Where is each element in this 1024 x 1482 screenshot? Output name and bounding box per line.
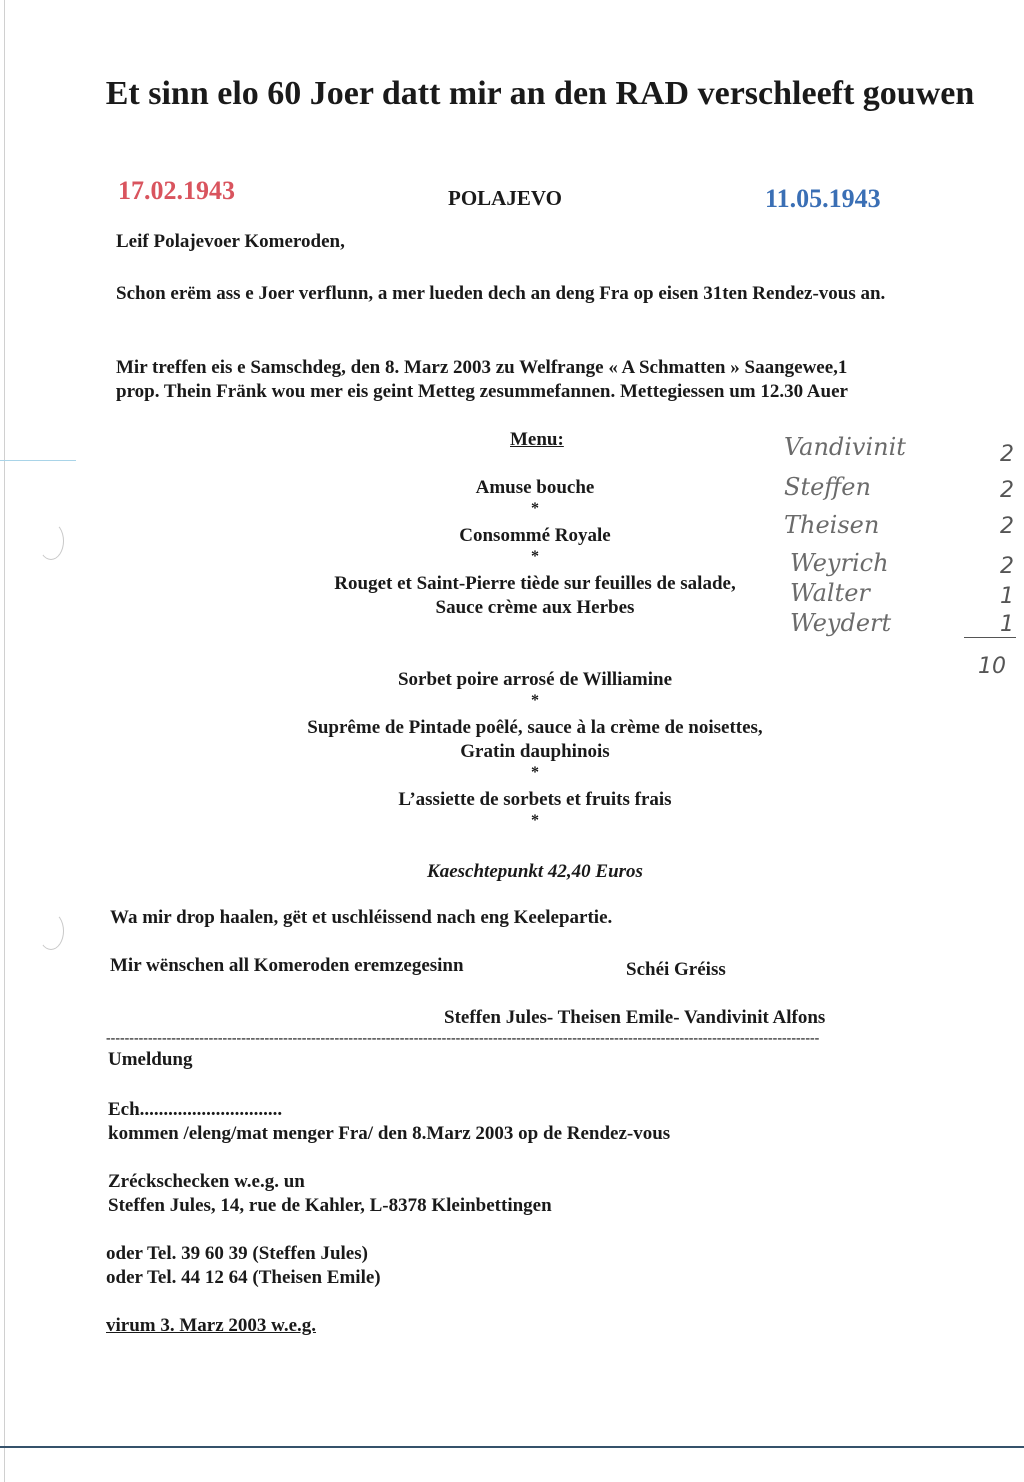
- attendance-line: kommen /eleng/mat menger Fra/ den 8.Marz 2003 op de Rendez-vous: [108, 1123, 671, 1144]
- return-heading: Zréckschecken w.e.g. un: [108, 1171, 305, 1192]
- bottom-border: [0, 1446, 1024, 1448]
- meeting-line-1: Mir treffen eis e Samschdeg, den 8. Marz 2003 zu Welfrange « A Schmatten » Saangewee,1: [116, 357, 848, 378]
- handwritten-name: Weyrich: [790, 549, 889, 577]
- menu-item: Rouget et Saint-Pierre tiède sur feuilles de salade,: [334, 573, 736, 594]
- menu-separator: *: [531, 692, 539, 709]
- wishes-text: Mir wënschen all Komeroden eremzegesinn: [110, 955, 464, 976]
- salutation: Leif Polajevoer Komeroden,: [116, 231, 345, 252]
- handwritten-count: 2: [1000, 478, 1014, 503]
- after-text: Wa mir drop haalen, gët et uschléissend nach eng Keelepartie.: [110, 907, 613, 928]
- start-date: 17.02.1943: [118, 176, 235, 205]
- handwritten-name: Weydert: [790, 609, 892, 637]
- handwritten-name: Vandivinit: [784, 433, 906, 461]
- handwritten-count: 1: [1000, 584, 1014, 609]
- menu-separator: *: [531, 764, 539, 781]
- handwritten-name: Steffen: [784, 473, 871, 501]
- signatures: Steffen Jules- Theisen Emile- Vandivinit Alfons: [444, 1007, 826, 1028]
- menu-item: L’assiette de sorbets et fruits frais: [398, 789, 672, 810]
- meeting-line-2: prop. Thein Fränk wou mer eis geint Metteg zesummefannen. Mettegiessen um 12.30 Auer: [116, 381, 848, 402]
- handwritten-count: 2: [1000, 514, 1014, 539]
- menu-item: Sauce crème aux Herbes: [435, 597, 635, 618]
- name-field: Ech..............................: [108, 1099, 283, 1120]
- page-edge: [4, 0, 5, 1482]
- intro-paragraph: Schon erëm ass e Joer verflunn, a mer lueden dech an deng Fra op eisen 31ten Rendez-vous an.: [116, 283, 886, 304]
- handwritten-count: 2: [1000, 554, 1014, 579]
- menu-separator: *: [531, 548, 539, 565]
- cut-line: ---------------------------------------------------------------------------------------------------------------------------------------------------------: [106, 1032, 820, 1046]
- sum-line: [964, 637, 1016, 638]
- phone-2: oder Tel. 44 12 64 (Theisen Emile): [106, 1267, 381, 1288]
- greeting-text: Schéi Gréiss: [626, 959, 726, 980]
- place-name: POLAJEVO: [448, 186, 562, 210]
- menu-item: Gratin dauphinois: [460, 741, 610, 762]
- menu-separator: *: [531, 500, 539, 517]
- price: Kaeschtepunkt 42,40 Euros: [427, 861, 643, 882]
- menu-separator: *: [531, 812, 539, 829]
- deadline: virum 3. Marz 2003 w.e.g.: [106, 1315, 317, 1336]
- phone-1: oder Tel. 39 60 39 (Steffen Jules): [106, 1243, 368, 1264]
- menu-item: Sorbet poire arrosé de Williamine: [397, 669, 673, 690]
- end-date: 11.05.1943: [765, 184, 881, 213]
- handwritten-name: Theisen: [784, 511, 880, 539]
- form-heading: Umeldung: [108, 1049, 193, 1070]
- margin-mark: [0, 460, 76, 461]
- handwritten-count: 1: [1000, 612, 1014, 637]
- punch-hole: [38, 522, 64, 560]
- handwritten-total: 10: [978, 654, 1006, 679]
- handwritten-name: Walter: [790, 579, 870, 607]
- menu-item: Suprême de Pintade poêlé, sauce à la crème de noisettes,: [307, 717, 763, 738]
- punch-hole: [38, 912, 64, 950]
- menu-item: Consommé Royale: [459, 525, 611, 546]
- return-address: Steffen Jules, 14, rue de Kahler, L-8378 Kleinbettingen: [108, 1195, 552, 1216]
- page-title: Et sinn elo 60 Joer datt mir an den RAD verschleeft gouwen: [105, 75, 975, 112]
- menu-item: Amuse bouche: [475, 477, 595, 498]
- handwritten-count: 2: [1000, 442, 1014, 467]
- menu-heading: Menu:: [510, 429, 564, 450]
